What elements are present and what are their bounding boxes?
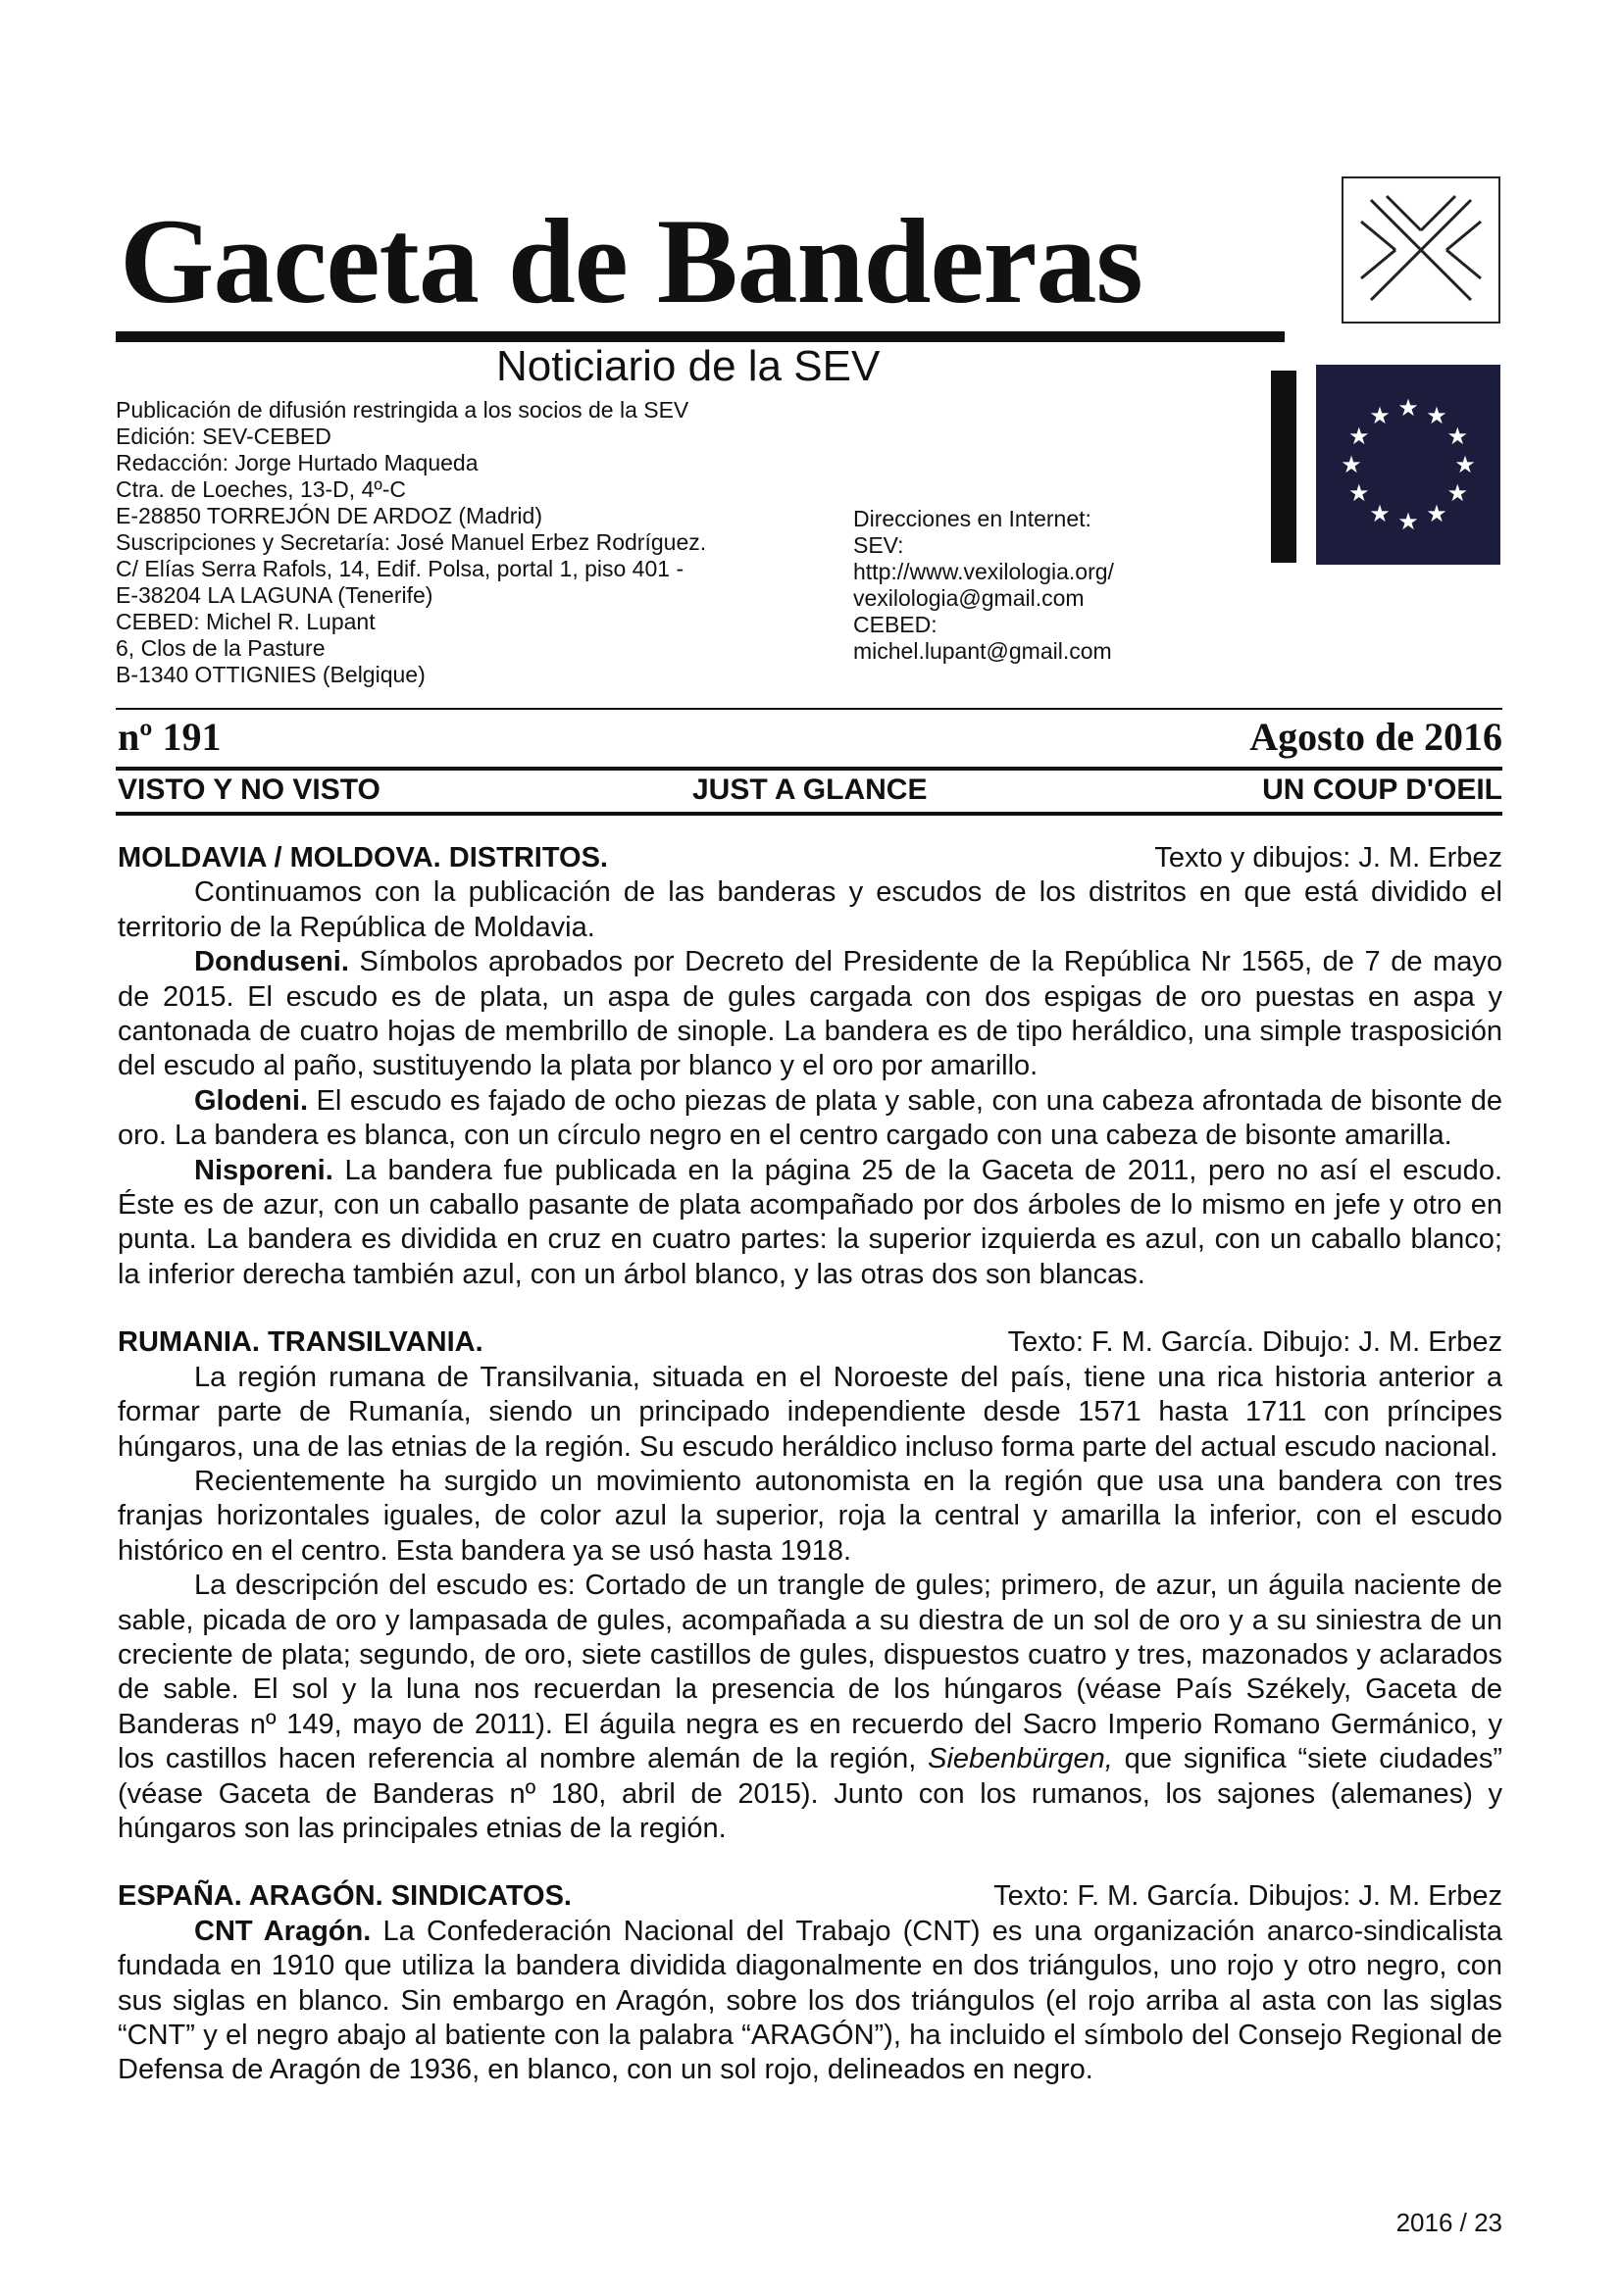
article-section <box>118 841 1502 1292</box>
section-title: RUMANIA. TRANSILVANIA. <box>118 1326 483 1359</box>
sev-logo-icon <box>1342 176 1500 324</box>
section-label-fr: UN COUP D'OEIL <box>1262 774 1502 806</box>
paragraph-text: La región rumana de Transilvania, situada en el Noroeste del país, tiene una rica historia anterior a formar parte de Rumanía, siendo un principado independiente desde 1571 hasta 1711 con príncipes húngaros, una de las etnias de la región. Su escudo heráldico incluso forma parte del actual escudo nacional. <box>118 1361 1502 1463</box>
info-line: E-38204 LA LAGUNA (Tenerife) <box>116 582 433 608</box>
info-line: Redacción: Jorge Hurtado Maqueda <box>116 450 479 475</box>
internet-line: CEBED: <box>853 612 938 637</box>
eu-star-icon: ★ <box>1446 479 1468 507</box>
internet-addresses <box>853 506 1114 665</box>
issue-rule-bottom <box>116 812 1502 816</box>
article-paragraph <box>118 1465 1502 1569</box>
article-paragraph <box>118 1084 1502 1154</box>
article-paragraph <box>118 945 1502 1084</box>
section-title: ESPAÑA. ARAGÓN. SINDICATOS. <box>118 1880 572 1913</box>
eu-star-icon: ★ <box>1426 500 1447 528</box>
article-paragraph <box>118 1569 1502 1846</box>
eu-star-icon: ★ <box>1446 423 1468 450</box>
article-paragraph <box>118 1154 1502 1293</box>
eu-star-icon: ★ <box>1369 401 1391 429</box>
masthead-subtitle: Noticiario de la SEV <box>496 342 881 390</box>
eu-star-icon: ★ <box>1454 451 1476 478</box>
paragraph-text: Recientemente ha surgido un movimiento autonomista en la región que usa una bandera con tres franjas horizontales iguales, de color azul la superior, roja la central y amarilla la inferior, con el escudo histórico en el centro. Esta bandera ya se usó hasta 1918. <box>118 1465 1502 1567</box>
cebed-bar <box>1271 371 1296 563</box>
internet-line: michel.lupant@gmail.com <box>853 638 1112 664</box>
paragraph-text: Símbolos aprobados por Decreto del Presidente de la República Nr 1565, de 7 de mayo de 2015. El escudo es de plata, un aspa de gules cargada con dos espigas de oro puestas en aspa y cantonada de cuatro hojas de membrillo de sinople. La bandera es de tipo heráldico, una simple trasposición del escudo al paño, sustituyendo la plata por blanco y el oro por amarillo. <box>118 946 1502 1082</box>
info-line: 6, Clos de la Pasture <box>116 635 326 661</box>
section-credit: Texto: F. M. García. Dibujos: J. M. Erbez <box>993 1880 1502 1913</box>
internet-line: SEV: <box>853 532 904 558</box>
eu-star-icon: ★ <box>1348 423 1370 450</box>
eu-star-icon: ★ <box>1341 451 1362 478</box>
paragraph-text: La bandera fue publicada en la página 25 de la Gaceta de 2011, pero no así el escudo. Éste es de azur, con un caballo pasante de plata acompañado por dos árboles de lo mismo en jefe y otro en punta. La bandera es dividida en cruz en cuatro partes: la superior izquierda es azul, con un caballo blanco; la inferior derecha también azul, con un árbol blanco, y las otras dos son blancas. <box>118 1154 1502 1290</box>
issue-rule-middle <box>116 767 1502 771</box>
issue-rule-top <box>116 708 1502 710</box>
eu-star-icon: ★ <box>1348 479 1370 507</box>
paragraph-lead: Donduseni. <box>194 946 349 978</box>
section-heading <box>118 1325 1502 1360</box>
article-paragraph <box>118 1915 1502 2088</box>
info-line: Suscripciones y Secretaría: José Manuel Erbez Rodríguez. <box>116 529 707 555</box>
section-credit: Texto y dibujos: J. M. Erbez <box>1154 842 1502 873</box>
eu-flag-icon <box>1316 365 1500 565</box>
paragraph-lead: Glodeni. <box>194 1084 308 1117</box>
article-body <box>118 841 1502 2121</box>
section-label-es: VISTO Y NO VISTO <box>118 774 380 806</box>
paragraph-text: Continuamos con la publicación de las banderas y escudos de los distritos en que está dividido el territorio de la República de Moldavia. <box>118 876 1502 943</box>
masthead-title: Gaceta de Banderas <box>120 194 1142 328</box>
info-line: CEBED: Michel R. Lupant <box>116 609 376 634</box>
info-line: E-28850 TORREJÓN DE ARDOZ (Madrid) <box>116 503 542 528</box>
section-title: MOLDAVIA / MOLDOVA. DISTRITOS. <box>118 842 608 873</box>
article-paragraph <box>118 875 1502 945</box>
section-credit: Texto: F. M. García. Dibujo: J. M. Erbez <box>1007 1326 1502 1359</box>
article-section <box>118 1879 1502 2087</box>
paragraph-lead: Nisporeni. <box>194 1154 333 1186</box>
page-number: 2016 / 23 <box>1395 2208 1502 2237</box>
section-heading <box>118 1879 1502 1914</box>
paragraph-text: La Confederación Nacional del Trabajo (CNT) es una organización anarco-sindicalista fundada en 1910 que utiliza la bandera dividida diagonalmente en dos triángulos, uno rojo y otro negro, con sus siglas en blanco. Sin embargo en Aragón, sobre los dos triángulos (el rojo arriba al asta con las siglas “CNT” y el negro abajo al batiente con la palabra “ARAGÓN”), ha incluido el símbolo del Consejo Regional de Defensa de Aragón de 1936, en blanco, con un sol rojo, delineados en negro. <box>118 1915 1502 2086</box>
paragraph-italic: Siebenbürgen, <box>928 1743 1113 1775</box>
eu-star-icon: ★ <box>1397 508 1419 535</box>
paragraph-text: La descripción del escudo es: Cortado de un trangle de gules; primero, de azur, un águila naciente de sable, picada de oro y lampasada de gules, acompañada a su diestra de un sol de oro y a su siniestra de un creciente de plata; segundo, de oro, siete castillos de gules, dispuestos cuatro y tres, mazonados y aclarados de sable. El sol y la luna nos recuerdan la presencia de los húngaros (véase País Székely, Gaceta de Banderas nº 149, mayo de 2011). El águila negra es en recuerdo del Sacro Imperio Romano Germánico, y los castillos hacen referencia al nombre alemán de la región, <box>118 1570 1502 1775</box>
eu-star-icon: ★ <box>1426 401 1447 429</box>
eu-star-icon: ★ <box>1397 394 1419 422</box>
issue-date: Agosto de 2016 <box>1249 715 1502 759</box>
eu-star-icon: ★ <box>1369 500 1391 528</box>
info-line: C/ Elías Serra Rafols, 14, Edif. Polsa, portal 1, piso 401 - <box>116 556 684 581</box>
info-line: Publicación de difusión restringida a los socios de la SEV <box>116 397 689 423</box>
internet-line: Direcciones en Internet: <box>853 506 1091 531</box>
paragraph-text-after: que significa “siete ciudades” (véase Gaceta de Banderas nº 180, abril de 2015). Junto con los rumanos, los sajones (alemanes) y húngaros son las principales etnias de la región. <box>118 1743 1502 1844</box>
internet-line: http://www.vexilologia.org/ <box>853 559 1114 584</box>
info-line: B-1340 OTTIGNIES (Belgique) <box>116 662 426 687</box>
publication-info <box>116 397 706 688</box>
article-paragraph <box>118 1361 1502 1465</box>
article-section <box>118 1325 1502 1846</box>
issue-number: nº 191 <box>118 715 222 759</box>
info-line: Edición: SEV-CEBED <box>116 424 331 449</box>
masthead-rule <box>116 331 1285 342</box>
paragraph-text: El escudo es fajado de ocho piezas de plata y sable, con una cabeza afrontada de bisonte de oro. La bandera es blanca, con un círculo negro en el centro cargado con una cabeza de bisonte amarilla. <box>118 1084 1502 1152</box>
section-label-en: JUST A GLANCE <box>692 774 928 806</box>
internet-line: vexilologia@gmail.com <box>853 585 1085 611</box>
info-line: Ctra. de Loeches, 13-D, 4º-C <box>116 476 407 502</box>
section-heading <box>118 841 1502 875</box>
paragraph-lead: CNT Aragón. <box>194 1915 372 1947</box>
